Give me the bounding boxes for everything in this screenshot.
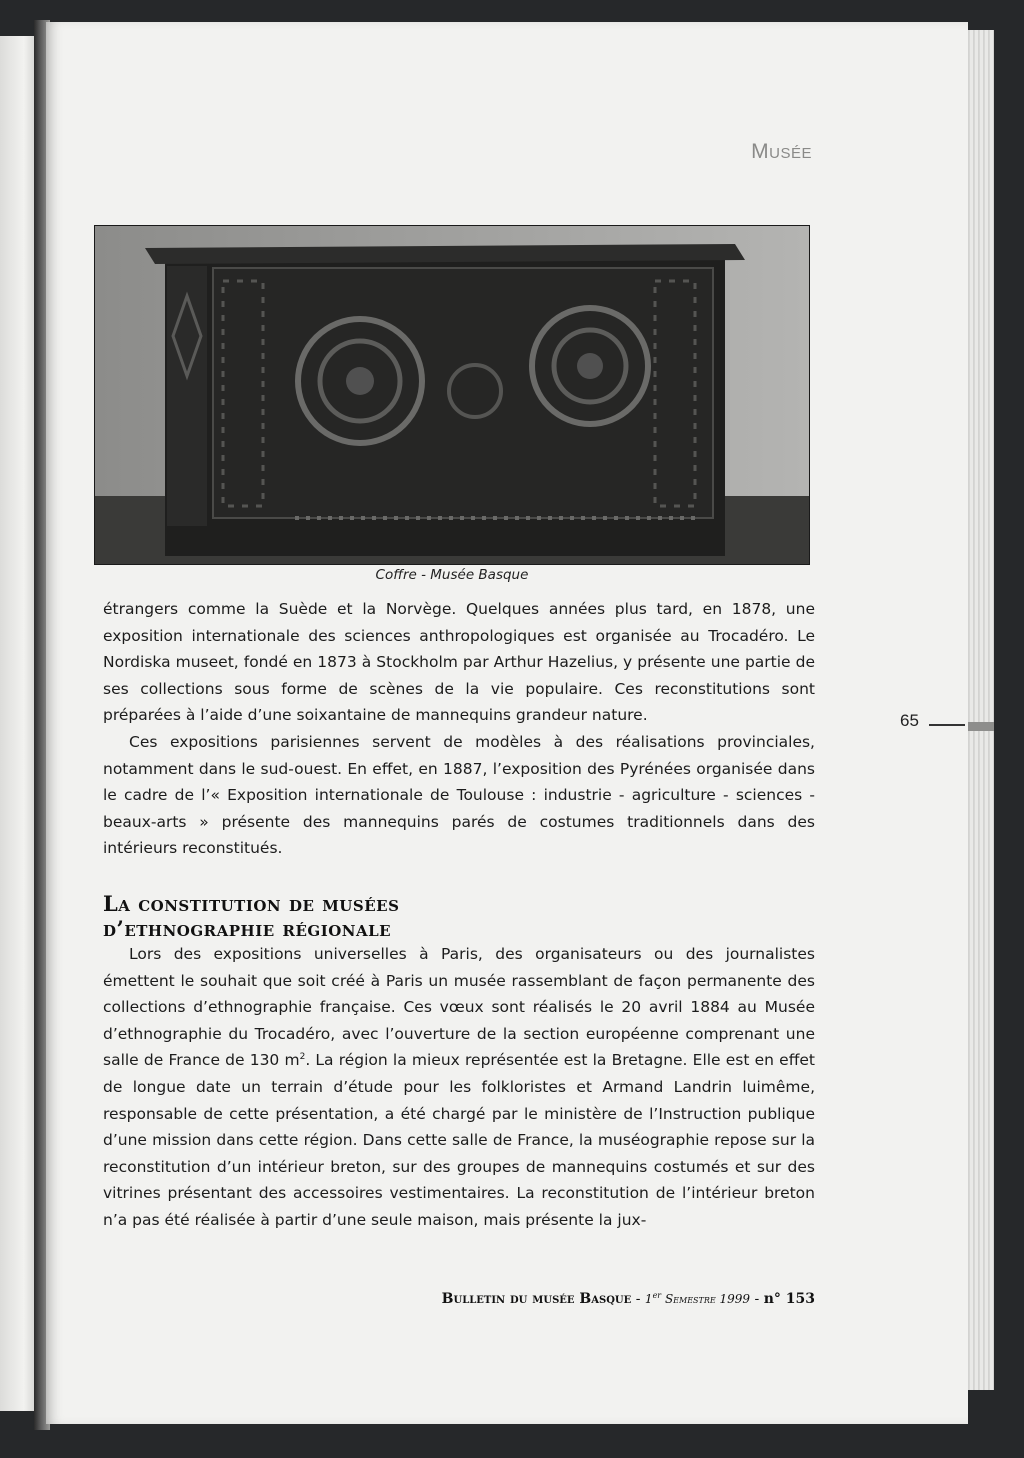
page-edge-marker <box>964 722 994 731</box>
footer-semester-number: 1 <box>644 1292 653 1306</box>
carved-chest-illustration <box>95 226 809 564</box>
footer <box>400 1291 815 1307</box>
footer-publication: Bulletin du musée Basque <box>441 1291 632 1307</box>
section-heading-line: d’ethnographie régionale <box>103 916 392 941</box>
page-number: 65 <box>900 711 919 730</box>
paragraph-text: Lors des expositions universelles à Paris, des organisateurs ou des journalistes émettent le souhait que soit créé à Paris un musée rassemblant de façon permanente des collections d’ethnographie française. Ces vœux sont réalisés le 20 avril 1884 au Musée d’ethnographie du Trocadéro, avec l’ouverture de la section européenne comprenant une salle de France de 130 m <box>103 945 815 1070</box>
footer-semester <box>645 1292 750 1306</box>
body-text-section <box>103 941 815 1234</box>
running-head: Musée <box>751 140 812 163</box>
figure-caption: Coffre - Musée Basque <box>375 567 529 583</box>
section-heading-line: La constitution de musées <box>103 891 400 916</box>
footer-semester-sup: er <box>652 1291 662 1300</box>
chest-photo <box>94 225 810 565</box>
page-number-rule <box>929 724 965 726</box>
paragraph <box>103 941 815 1234</box>
body-text-top <box>103 596 815 862</box>
paragraph: étrangers comme la Suède et la Norvège. Quelques années plus tard, en 1878, une exposition internationale des sciences anthropologiques est organisée au Trocadéro. Le Nordiska museet, fondé en 1873 à Stockholm par Arthur Hazelius, y présente une partie de ses collections sous forme de scènes de la vie populaire. Ces reconstitutions sont préparées à l’aide d’une soixantaine de mannequins grandeur nature. <box>103 600 815 725</box>
footer-semester-text: Semestre 1999 <box>661 1292 751 1306</box>
section-heading <box>103 891 815 941</box>
paragraph-text: . La région la mieux représentée est la Bretagne. Elle est en effet de longue date un terrain d’étude pour les folkloristes et Armand Landrin luimême, responsable de cette présentation, a été chargé par le ministère de l’Instruction publique d’une mission dans cette région. Dans cette salle de France, la muséographie repose sur la reconstitution d’un intérieur breton, sur des groupes de mannequins costumés et sur des vitrines présentant des accessoires vestimentaires. La reconstitution de l’intérieur breton n’a pas été réalisée à partir d’une seule maison, mais présente la jux- <box>103 1051 815 1229</box>
footer-separator: - <box>631 1291 645 1307</box>
superscript: 2 <box>299 1052 306 1063</box>
footer-separator: - <box>750 1291 764 1307</box>
paragraph: Ces expositions parisiennes servent de modèles à des réalisations provinciales, notamment dans le sud-ouest. En effet, en 1887, l’exposition des Pyrénées organisée dans le cadre de l’« Exposition internationale de Toulouse : industrie - agriculture - sciences - beaux-arts » présente des mannequins parés de costumes traditionnels dans des intérieurs reconstitués. <box>103 732 815 858</box>
footer-issue: n° 153 <box>763 1291 815 1307</box>
